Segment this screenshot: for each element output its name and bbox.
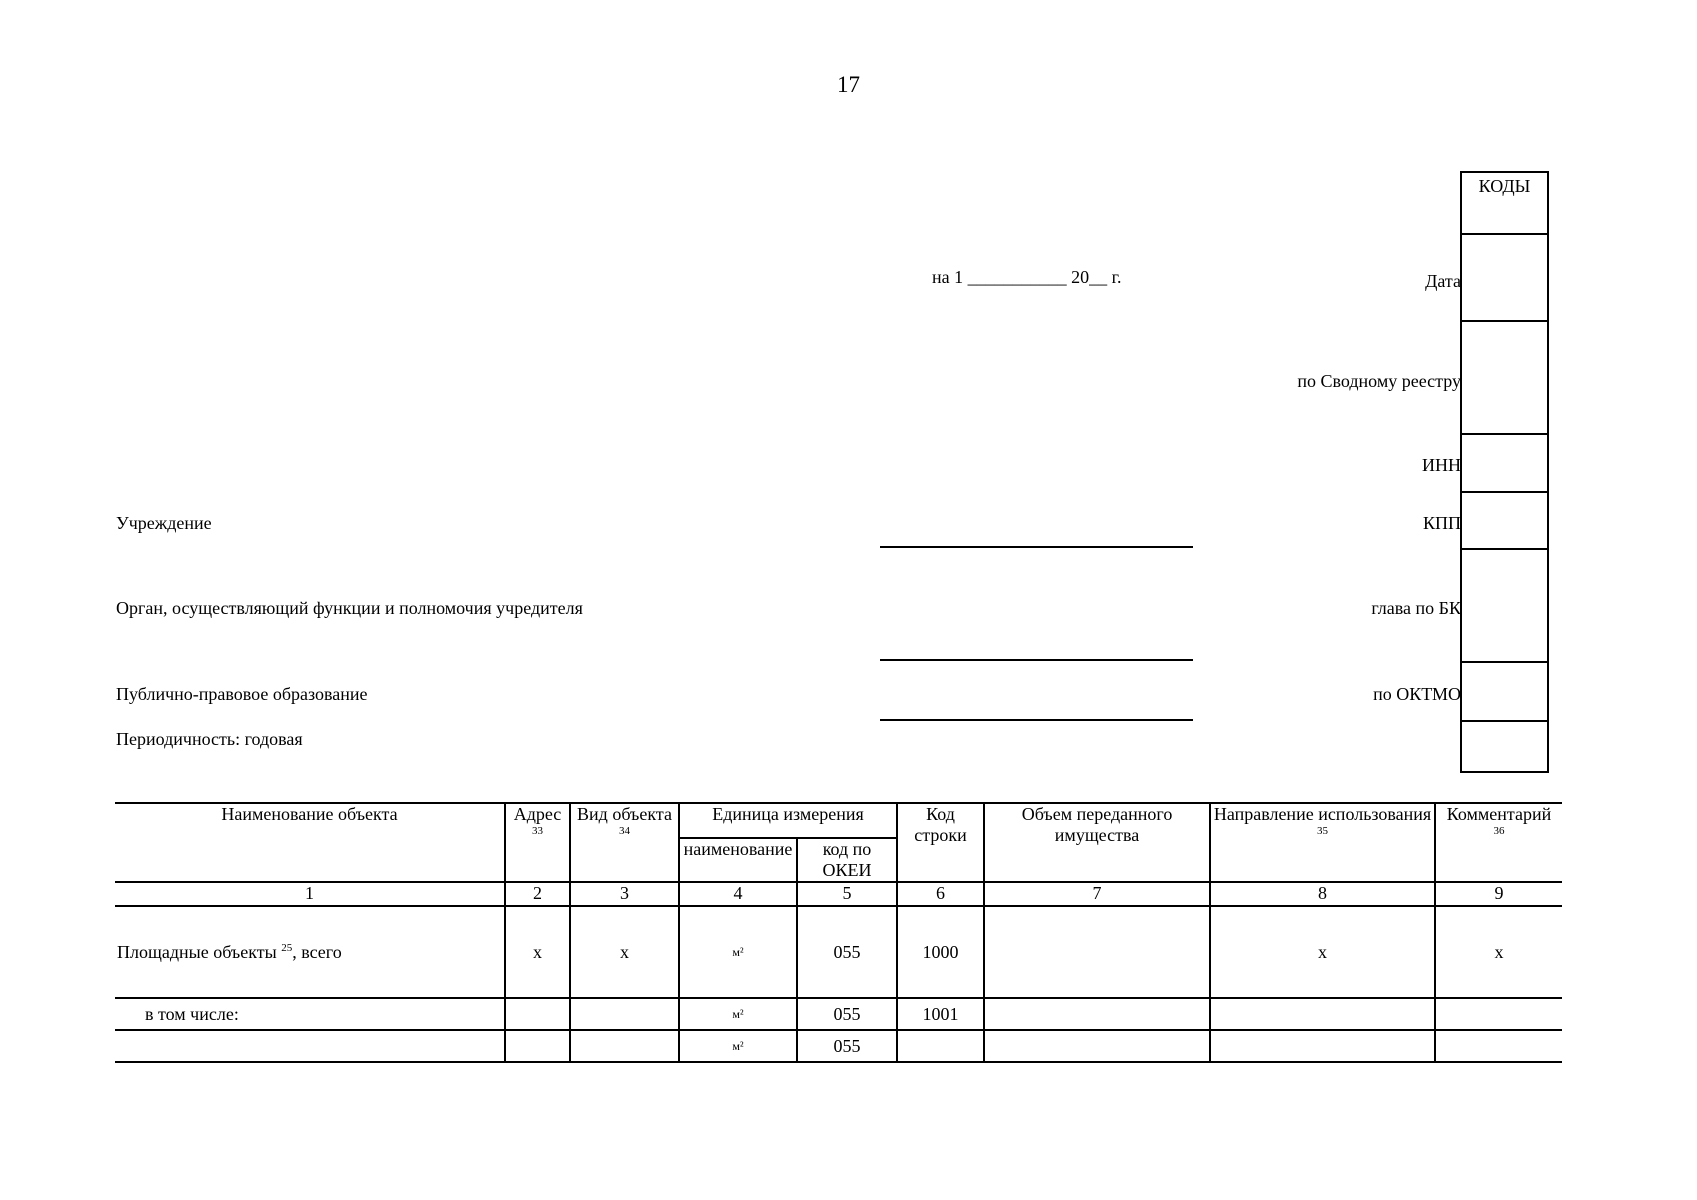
row-object-type[interactable] <box>570 1030 679 1062</box>
table-row <box>115 998 1562 1030</box>
header-unit-name: наименование <box>679 838 797 882</box>
header-comment: Комментарий 36 <box>1435 803 1562 882</box>
column-number: 9 <box>1435 882 1562 906</box>
row-comment[interactable] <box>1435 998 1562 1030</box>
column-number: 5 <box>797 882 897 906</box>
row-okei: 055 <box>797 1030 897 1062</box>
codes-divider <box>1462 548 1547 550</box>
column-number: 2 <box>505 882 570 906</box>
row-address[interactable] <box>505 1030 570 1062</box>
inn-code-label: ИНН <box>1422 455 1461 475</box>
codes-divider <box>1462 491 1547 493</box>
row-unit-name: м² <box>679 1030 797 1062</box>
bk-head-code-label: глава по БК <box>1371 598 1461 618</box>
codes-divider <box>1462 433 1547 435</box>
property-table <box>115 802 1562 1063</box>
row-object-name[interactable]: Площадные объекты $^{25}$, всего <box>115 906 505 998</box>
row-volume[interactable] <box>984 1030 1210 1062</box>
row-okei: 055 <box>797 998 897 1030</box>
table-row <box>115 906 1562 998</box>
column-number: 8 <box>1210 882 1435 906</box>
public-entity-label: Публично-правовое образование <box>116 684 368 704</box>
row-direction[interactable] <box>1210 1030 1435 1062</box>
public-entity-fill-line[interactable] <box>880 719 1193 721</box>
header-direction: Направление использования $^{35}$ <box>1210 803 1435 882</box>
header-address: Адрес 33 <box>505 803 570 882</box>
row-address[interactable]: x <box>505 906 570 998</box>
kpp-code-label: КПП <box>1422 513 1461 533</box>
codes-divider <box>1462 661 1547 663</box>
codes-divider <box>1462 320 1547 322</box>
row-comment[interactable] <box>1435 1030 1562 1062</box>
row-direction[interactable] <box>1210 998 1435 1030</box>
row-object-type[interactable]: x <box>570 906 679 998</box>
row-volume[interactable] <box>984 998 1210 1030</box>
header-unit-okei: код по ОКЕИ <box>797 838 897 882</box>
row-line-code: 1000 <box>897 906 984 998</box>
header-object-name: Наименование объекта <box>115 803 505 882</box>
header-object-type: Вид объекта 34 <box>570 803 679 882</box>
row-object-type[interactable] <box>570 998 679 1030</box>
header-volume: Объем переданного имущества <box>984 803 1210 882</box>
row-address[interactable] <box>505 998 570 1030</box>
registry-code-label: по Сводному реестру <box>1297 371 1461 391</box>
row-unit-name: м² <box>679 906 797 998</box>
report-date-line: на 1 ___________ 20__ г. <box>932 267 1122 287</box>
row-volume[interactable] <box>984 906 1210 998</box>
row-line-code: 1001 <box>897 998 984 1030</box>
row-unit-name: м² <box>679 998 797 1030</box>
column-number: 6 <box>897 882 984 906</box>
header-line-code: Код строки <box>897 803 984 882</box>
codes-divider <box>1462 720 1547 722</box>
column-number: 7 <box>984 882 1210 906</box>
row-okei: 055 <box>797 906 897 998</box>
column-number: 3 <box>570 882 679 906</box>
institution-fill-line[interactable] <box>880 546 1193 548</box>
page-number: 17 <box>837 72 860 97</box>
oktmo-code-label: по ОКТМО <box>1373 684 1461 704</box>
row-object-name[interactable]: в том числе: <box>115 998 505 1030</box>
founder-body-label: Орган, осуществляющий функции и полномочия учредителя <box>116 598 583 618</box>
table-row <box>115 1030 1562 1062</box>
codes-title: КОДЫ <box>1478 176 1531 196</box>
codes-box <box>1460 171 1549 773</box>
row-line-code <box>897 1030 984 1062</box>
codes-divider <box>1462 233 1547 235</box>
founder-body-fill-line[interactable] <box>880 659 1193 661</box>
institution-label: Учреждение <box>116 513 212 533</box>
periodicity-label: Периодичность: годовая <box>116 729 303 749</box>
column-number: 1 <box>115 882 505 906</box>
header-unit: Единица измерения <box>679 803 897 838</box>
column-number: 4 <box>679 882 797 906</box>
row-object-name[interactable] <box>115 1030 505 1062</box>
date-code-label: Дата <box>1425 271 1461 291</box>
row-direction[interactable]: x <box>1210 906 1435 998</box>
column-number-row <box>115 882 1562 906</box>
row-comment[interactable]: x <box>1435 906 1562 998</box>
